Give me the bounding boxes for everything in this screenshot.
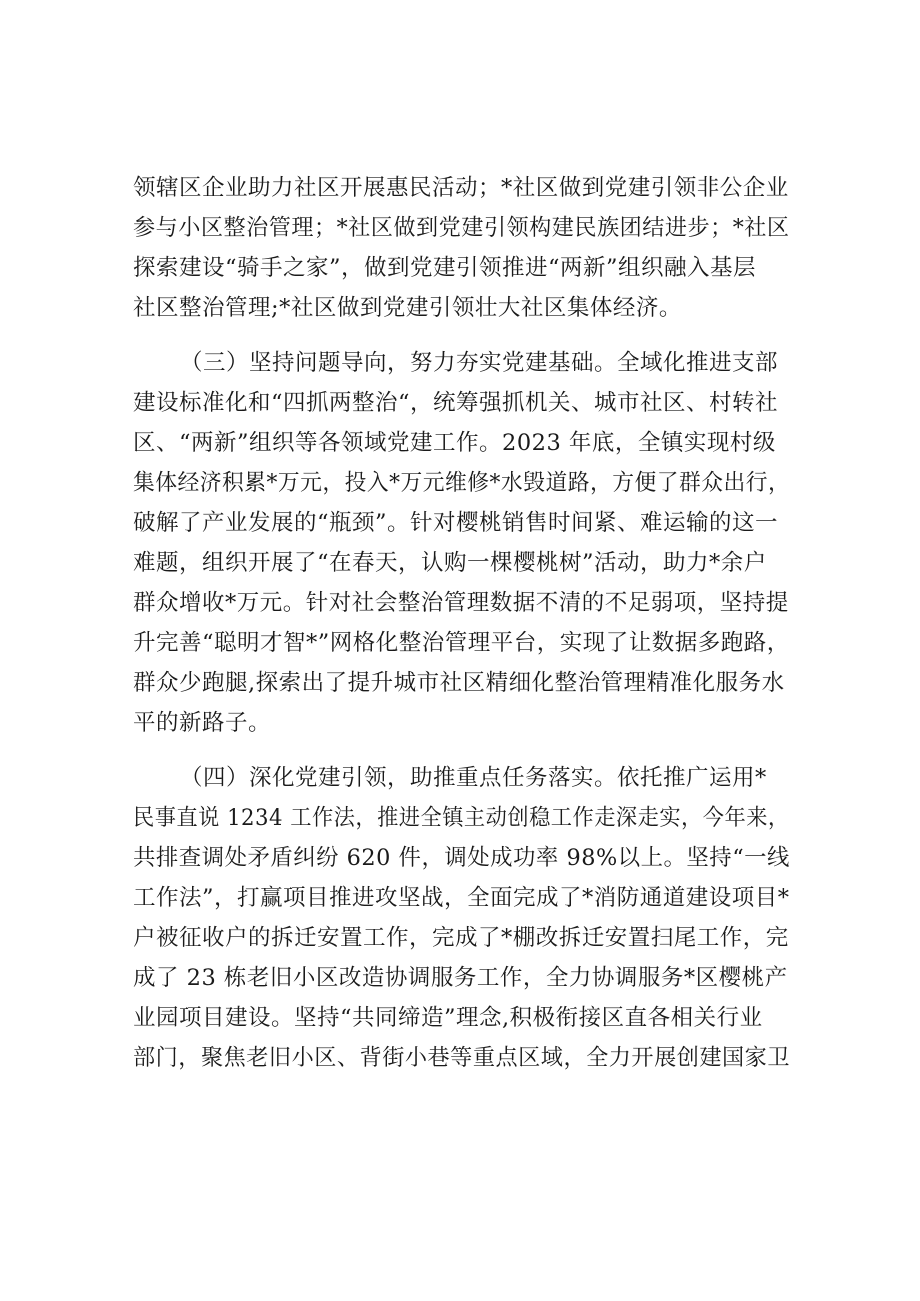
paragraph-line: 探索建设“骑手之家”，做到党建引领推进“两新”组织融入基层 xyxy=(133,255,757,281)
paragraph-line: 集体经济积累*万元，投入*万元维修*水毁道路，方便了群众出行， xyxy=(133,470,791,496)
paragraph-line: 平的新路子。 xyxy=(133,710,272,736)
paragraph-line: 部门，聚焦老旧小区、背街小巷等重点区域，全力开展创建国家卫 xyxy=(133,1045,791,1071)
paragraph-line: （三）坚持问题导向，努力夯实党建基础。全域化推进支部 xyxy=(180,350,779,376)
paragraph-line: 建设标准化和“四抓两整治“，统筹强抓机关、城市社区、村转社 xyxy=(133,390,779,416)
paragraph-line: 难题，组织开展了“在春天，认购一棵樱桃树”活动，助力*余户 xyxy=(133,550,767,576)
paragraph-line: 群众增收*万元。针对社会整治管理数据不清的不足弱项，坚持提 xyxy=(133,590,789,616)
paragraph-line: 升完善“聪明才智*”网格化整治管理平台，实现了让数据多跑路， xyxy=(133,630,790,656)
paragraph-line: 共排查调处矛盾纠纷 620 件，调处成功率 98%以上。坚持“一线 xyxy=(133,845,790,871)
paragraph-line: 区、“两新”组织等各领域党建工作。2023 年底，全镇实现村级 xyxy=(133,430,776,456)
paragraph-line: 业园项目建设。坚持“共同缔造”理念,积极衔接区直各相关行业 xyxy=(133,1005,763,1031)
paragraph-line: 群众少跑腿,探索出了提升城市社区精细化整治管理精准化服务水 xyxy=(133,670,785,696)
paragraph-line: 破解了产业发展的“瓶颈”。针对樱桃销售时间紧、难运输的这一 xyxy=(133,510,779,536)
paragraph-line: 工作法”，打赢项目推进攻坚战，全面完成了*消防通道建设项目* xyxy=(133,885,790,911)
paragraph-line: （四）深化党建引领，助推重点任务落实。依托推广运用* xyxy=(180,765,767,791)
paragraph-line: 社区整治管理;*社区做到党建引领壮大社区集体经济。 xyxy=(133,295,682,321)
paragraph-line: 户被征收户的拆迁安置工作，完成了*棚改拆迁安置扫尾工作，完 xyxy=(133,925,789,951)
paragraph-line: 参与小区整治管理；*社区做到党建引领构建民族团结进步；*社区 xyxy=(133,215,790,241)
paragraph-line: 成了 23 栋老旧小区改造协调服务工作，全力协调服务*区樱桃产 xyxy=(133,965,788,991)
paragraph-line: 民事直说 1234 工作法，推进全镇主动创稳工作走深走实，今年来， xyxy=(133,805,790,831)
paragraph-line: 领辖区企业助力社区开展惠民活动；*社区做到党建引领非公企业 xyxy=(133,175,789,201)
